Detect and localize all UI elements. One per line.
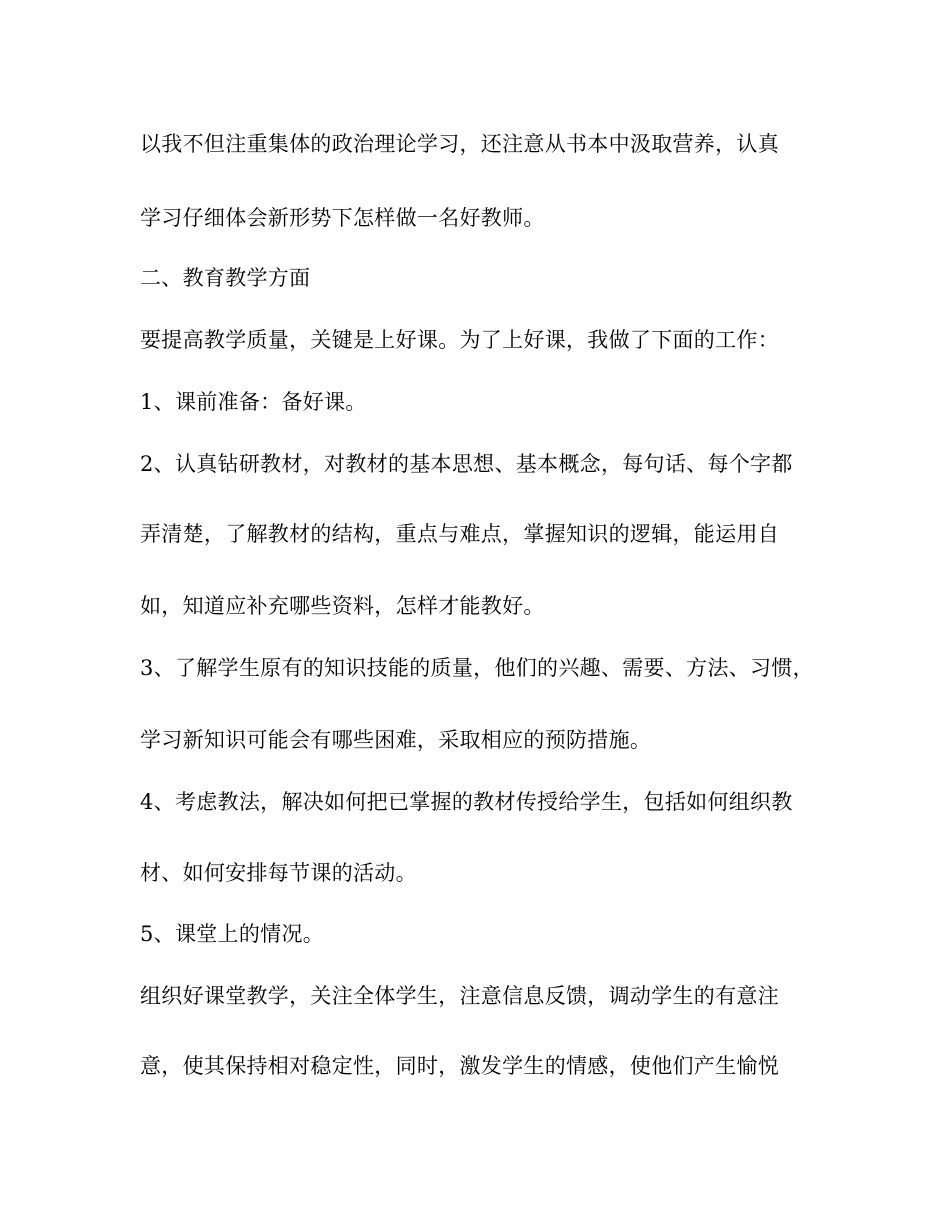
text-line: 学习仔细体会新形势下怎样做一名好教师。: [140, 206, 545, 230]
text-line: 要提高教学质量，关键是上好课。为了上好课，我做了下面的工作：: [140, 328, 779, 352]
text-line: 意，使其保持相对稳定性，同时，激发学生的情感，使他们产生愉悦: [140, 1054, 779, 1078]
text-line: 如，知道应补充哪些资料，怎样才能教好。: [140, 594, 545, 618]
section-heading: 二、教育教学方面: [140, 266, 311, 290]
text-line: 以我不但注重集体的政治理论学习，还注意从书本中汲取营养，认真: [140, 132, 779, 156]
list-item: 5、课堂上的情况。: [140, 922, 325, 946]
text-line: 弄清楚，了解教材的结构，重点与难点，掌握知识的逻辑，能运用自: [140, 522, 779, 546]
list-item: 3、了解学生原有的知识技能的质量，他们的兴趣、需要、方法、习惯，: [140, 656, 814, 680]
text-line: 学习新知识可能会有哪些困难，采取相应的预防措施。: [140, 728, 652, 752]
list-item: 2、认真钻研教材，对教材的基本思想、基本概念，每句话、每个字都: [140, 452, 793, 476]
text-line: 材、如何安排每节课的活动。: [140, 861, 417, 885]
list-item: 4、考虑教法，解决如何把已掌握的教材传授给学生，包括如何组织教: [140, 790, 793, 814]
text-line: 组织好课堂教学，关注全体学生，注意信息反馈，调动学生的有意注: [140, 984, 779, 1008]
list-item: 1、课前准备：备好课。: [140, 390, 367, 414]
